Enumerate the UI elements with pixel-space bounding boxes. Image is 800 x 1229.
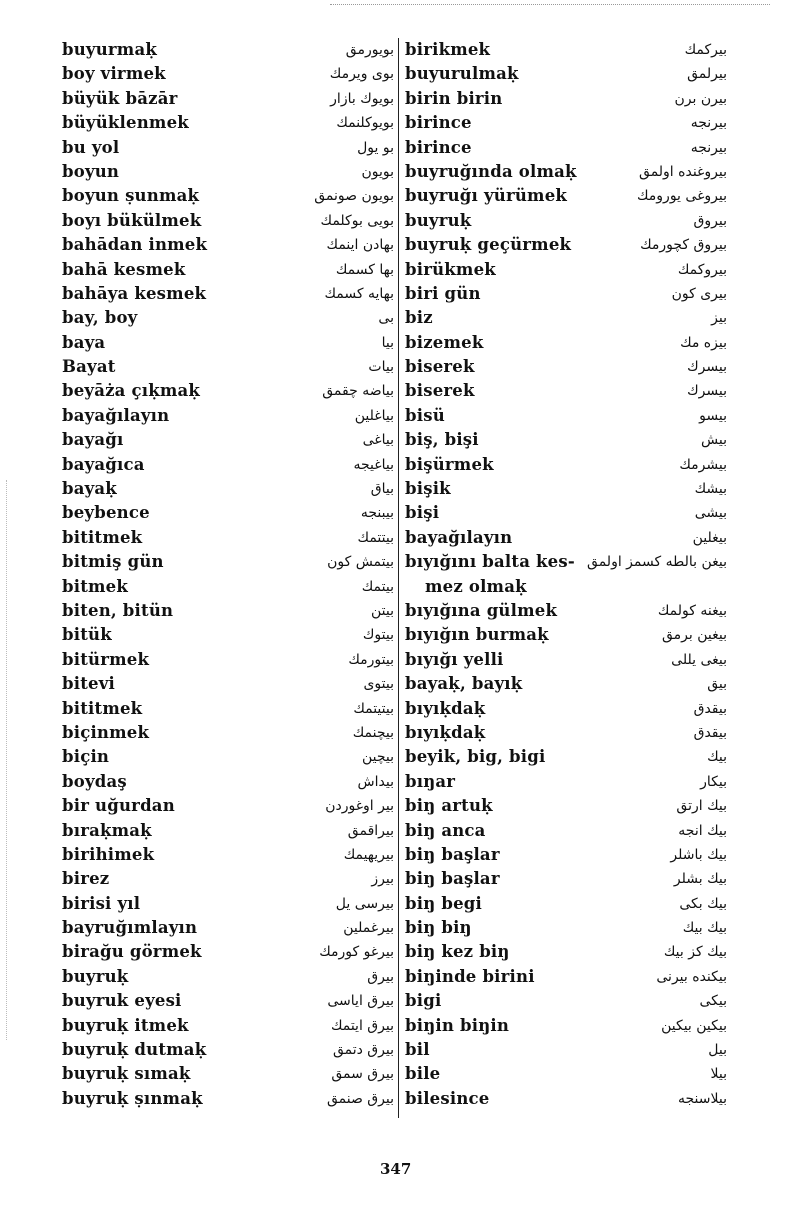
entry-latin-text: bay, boy (62, 308, 138, 328)
entry-latin-text: bayağılayın (405, 527, 513, 547)
entry-ottoman-text: بیشرمك (679, 456, 727, 473)
entry-ottoman-text: بویوكلنمك (336, 115, 394, 132)
entry-latin-text: büyük bāzār (62, 88, 178, 108)
entry-latin-text: bayaḳ, bayıḳ (405, 674, 523, 694)
entry-ottoman-text: بیروكمك (677, 261, 727, 278)
entry-latin-text: biŋ artuḳ (405, 796, 493, 816)
entry-ottoman-text: بیشك (694, 481, 727, 498)
entry-ottoman-text: بیاغی (362, 432, 394, 449)
dictionary-entry (405, 599, 725, 623)
entry-ottoman-text: بیتیتمك (353, 700, 394, 717)
entry-ottoman-text: بیتتمك (357, 529, 394, 546)
dictionary-entry (62, 160, 394, 184)
entry-latin-text: bitürmek (62, 649, 150, 669)
entry-ottoman-text: بیك بیك (682, 920, 727, 937)
entry-ottoman-text: بیچنمك (352, 724, 394, 741)
left-edge-artifact (6, 480, 7, 1040)
entry-latin-text: biŋin biŋin (405, 1015, 510, 1035)
entry-latin-text: birisi yıl (62, 893, 141, 913)
dictionary-entry (405, 355, 725, 379)
dictionary-entry (405, 892, 725, 916)
entry-latin-text: biŋ kez biŋ (405, 942, 510, 962)
entry-latin-text: beyik, big, bigi (405, 747, 546, 767)
dictionary-entry (405, 282, 725, 306)
entry-latin-text: biŋ başlar (405, 844, 500, 864)
entry-ottoman-text: بیرز (371, 871, 394, 888)
entry-ottoman-text: بیك بكی (679, 895, 727, 912)
dictionary-entry (62, 819, 394, 843)
entry-ottoman-text: بوی ویرمك (329, 66, 394, 83)
dictionary-entry (405, 258, 725, 282)
entry-latin-text: büyüklenmek (62, 113, 189, 133)
entry-ottoman-text: بیكی (699, 993, 727, 1010)
entry-latin-text: bilesince (405, 1088, 490, 1108)
entry-ottoman-text: بیك باشلر (670, 846, 727, 863)
entry-ottoman-text: بویوك بازار (330, 90, 394, 107)
dictionary-entry (62, 867, 394, 891)
entry-latin-text: bıyığın burmaḳ (405, 625, 549, 645)
entry-ottoman-text: بیرق ایتمك (330, 1017, 394, 1034)
dictionary-entry (62, 1087, 394, 1111)
entry-ottoman-text: بیشی (694, 505, 727, 522)
dictionary-entry (405, 648, 725, 672)
entry-latin-text: bahāya kesmek (62, 283, 207, 303)
entry-latin-text: bişürmek (405, 454, 494, 474)
dictionary-entry (405, 965, 725, 989)
entry-ottoman-text: بیرق دتمق (332, 1042, 394, 1059)
entry-ottoman-text: بیلا (710, 1066, 727, 1083)
dictionary-entry (405, 672, 725, 696)
entry-latin-text: bisü (405, 405, 445, 425)
dictionary-entry (62, 672, 394, 696)
entry-ottoman-text: بیراقمق (347, 822, 394, 839)
entry-ottoman-text: بیسرك (687, 359, 727, 376)
dictionary-entry (62, 575, 394, 599)
entry-ottoman-text: بیغنه كولمك (657, 603, 727, 619)
entry-latin-text: buyruk eyesi (62, 991, 182, 1011)
entry-ottoman-text: بیكین بیكین (661, 1017, 727, 1034)
entry-ottoman-text: بیرق سمق (331, 1066, 394, 1083)
entry-ottoman-text: بیرن برن (674, 90, 727, 107)
entry-ottoman-text: بیكنده بیرنی (656, 968, 727, 985)
dictionary-entry (405, 989, 725, 1013)
dictionary-entry (62, 453, 394, 477)
entry-ottoman-text: بیریهیمك (343, 846, 394, 863)
dictionary-entry (405, 209, 725, 233)
dictionary-entry (62, 233, 394, 257)
entry-latin-text: biş, bişi (405, 430, 479, 450)
dictionary-entry (62, 989, 394, 1013)
dictionary-entry (405, 87, 725, 111)
entry-ottoman-text: بیسو (699, 407, 727, 424)
entry-latin-text: buyruḳ (62, 966, 129, 986)
entry-latin-text: biŋ başlar (405, 869, 500, 889)
entry-ottoman-text: بویی بوكلمك (320, 212, 394, 229)
left-column (62, 38, 394, 1111)
dictionary-entry (405, 184, 725, 208)
entry-ottoman-text: بیبنجه (360, 505, 394, 522)
entry-latin-text: birince (405, 137, 472, 157)
dictionary-entry (405, 38, 725, 62)
entry-latin-text: bahā kesmek (62, 259, 186, 279)
entry-latin-text: bıyıḳdaḳ (405, 722, 486, 742)
entry-ottoman-text: بیرق ایاسی (327, 993, 394, 1010)
dictionary-entry (62, 648, 394, 672)
entry-latin-text: birin birin (405, 88, 503, 108)
dictionary-entry (405, 1062, 725, 1086)
dictionary-entry (405, 404, 725, 428)
entry-ottoman-text: بیتوی (363, 676, 394, 693)
dictionary-entry (405, 843, 725, 867)
dictionary-entry (62, 1038, 394, 1062)
entry-latin-text: bıraḳmaḳ (62, 820, 152, 840)
entry-latin-text: boyun ṣunmaḳ (62, 186, 200, 206)
entry-latin-text: birükmek (405, 259, 496, 279)
entry-latin-text: biŋ biŋ (405, 918, 472, 938)
entry-ottoman-text: بیری كون (671, 285, 727, 302)
dictionary-entry (62, 526, 394, 550)
dictionary-entry (62, 38, 394, 62)
entry-ottoman-text: بیز (711, 310, 727, 327)
entry-latin-text: bititmek (62, 527, 143, 547)
entry-latin-text: birez (62, 869, 110, 889)
entry-latin-text: biçinmek (62, 722, 150, 742)
entry-latin-text: birihimek (62, 844, 155, 864)
entry-ottoman-text: بیرق صنمق (326, 1090, 394, 1107)
entry-ottoman-text: بیتمش كون (327, 554, 394, 571)
dictionary-entry (62, 282, 394, 306)
top-edge-artifact (330, 4, 770, 5)
entry-latin-text: biŋ anca (405, 820, 486, 840)
entry-latin-text: buyruḳ geçürmek (405, 235, 572, 255)
dictionary-entry (405, 623, 725, 647)
dictionary-entry (405, 331, 725, 355)
entry-ottoman-text: بیزه مك (680, 334, 727, 351)
entry-latin-text: buyruğında olmaḳ (405, 161, 577, 181)
dictionary-entry (405, 160, 725, 184)
entry-ottoman-text: بیش (701, 432, 727, 449)
entry-latin-text: buyruḳ itmek (62, 1015, 189, 1035)
entry-ottoman-text: بیرق (367, 968, 394, 985)
dictionary-entry (62, 623, 394, 647)
entry-ottoman-text: بیغن بالطه كسمز اولمق (587, 554, 727, 571)
entry-ottoman-text: بهادن اینمك (326, 237, 394, 254)
entry-latin-text: biçin (62, 747, 110, 767)
entry-ottoman-text: بیر اوغوردن (325, 798, 394, 815)
dictionary-entry (62, 1062, 394, 1086)
dictionary-entry (62, 892, 394, 916)
dictionary-entry (62, 697, 394, 721)
dictionary-entry (405, 1014, 725, 1038)
entry-ottoman-text: بیقدق (693, 724, 727, 741)
entry-latin-text: buyruḳ (405, 210, 472, 230)
entry-ottoman-text: بیتوك (362, 627, 394, 644)
dictionary-entry (405, 794, 725, 818)
entry-ottoman-text: بیكار (700, 773, 727, 790)
dictionary-entry (62, 62, 394, 86)
entry-latin-text: bayağı (62, 430, 124, 450)
dictionary-entry (62, 136, 394, 160)
entry-latin-text: buyruḳ ṣınmaḳ (62, 1088, 203, 1108)
entry-ottoman-text: بویون صونمق (314, 188, 394, 205)
entry-ottoman-text: بیلاسنجه (678, 1090, 727, 1107)
entry-ottoman-text: بیاغلین (354, 407, 394, 424)
entry-ottoman-text: بها كسمك (335, 261, 394, 278)
dictionary-entry (405, 940, 725, 964)
entry-latin-text: bişik (405, 479, 451, 499)
entry-latin-text: Bayat (62, 357, 116, 377)
dictionary-entry (62, 209, 394, 233)
entry-latin-text: biten, bitün (62, 600, 174, 620)
entry-latin-text: bir uğurdan (62, 796, 175, 816)
entry-latin-text: bayruğımlayın (62, 918, 198, 938)
entry-latin-text: bahādan inmek (62, 235, 208, 255)
dictionary-entry (405, 867, 725, 891)
entry-latin-text: birağu görmek (62, 942, 202, 962)
dictionary-entry (405, 306, 725, 330)
entry-latin-text: bıyığına gülmek (405, 601, 558, 620)
entry-latin-text: biserek (405, 381, 475, 401)
entry-latin-text: buyurulmaḳ (405, 64, 519, 84)
entry-latin-text: bıyıḳdaḳ (405, 698, 486, 718)
dictionary-entry (405, 745, 725, 769)
entry-latin-text: bişi (405, 503, 440, 523)
entry-ottoman-text: بیتمك (361, 578, 394, 595)
dictionary-entry (62, 965, 394, 989)
entry-ottoman-text: بیا (381, 334, 394, 351)
entry-ottoman-text: بیرلمق (687, 66, 727, 83)
dictionary-entry (405, 697, 725, 721)
entry-ottoman-text: بیك (707, 749, 727, 766)
entry-latin-text: boyun (62, 161, 120, 181)
entry-ottoman-text: بیروق كچورمك (640, 237, 727, 254)
entry-latin-text: bayağılayın (62, 405, 170, 425)
entry-ottoman-text: بیچین (361, 749, 394, 766)
dictionary-entry (405, 428, 725, 452)
entry-latin-text: birince (405, 113, 472, 133)
entry-ottoman-text: بویون (361, 163, 394, 180)
dictionary-entry (62, 843, 394, 867)
entry-ottoman-text: بیتن (370, 602, 394, 619)
dictionary-entry (405, 916, 725, 940)
dictionary-entry (405, 111, 725, 135)
entry-latin-text: buyruḳ sımaḳ (62, 1064, 191, 1084)
dictionary-entry (62, 916, 394, 940)
entry-ottoman-text: بیسرك (687, 383, 727, 400)
entry-ottoman-text: بیاق (370, 481, 394, 498)
entry-latin-text: beyāża çıḳmaḳ (62, 381, 201, 401)
entry-latin-text: bititmek (62, 698, 143, 718)
entry-latin-text: bile (405, 1064, 441, 1084)
entry-latin-text: bıŋar (405, 771, 456, 791)
dictionary-entry (62, 331, 394, 355)
entry-ottoman-text: بیداش (357, 773, 394, 790)
dictionary-entry (405, 550, 725, 599)
entry-latin-text: biŋ begi (405, 893, 482, 913)
entry-latin-text: bıyığı yelli (405, 649, 504, 669)
entry-latin-text: bitevi (62, 674, 115, 694)
entry-ottoman-text: بیك انجه (678, 822, 727, 839)
dictionary-entry (62, 794, 394, 818)
entry-latin-text: bu yol (62, 137, 120, 157)
dictionary-entry (405, 379, 725, 403)
entry-ottoman-text: بیرسی یل (335, 895, 394, 912)
entry-latin-text: bitmiş gün (62, 552, 164, 572)
dictionary-entry (62, 111, 394, 135)
entry-ottoman-text: بیرغملین (343, 920, 394, 937)
dictionary-entry (405, 1038, 725, 1062)
entry-latin-text: biri gün (405, 283, 481, 303)
dictionary-entry (62, 184, 394, 208)
entry-latin-text: beybence (62, 503, 150, 523)
dictionary-entry (405, 62, 725, 86)
dictionary-entry (62, 428, 394, 452)
dictionary-entry (62, 1014, 394, 1038)
entry-latin-text: biŋinde birini (405, 966, 535, 986)
entry-latin-text: bıyığını balta kes- mez olmaḳ (405, 552, 575, 596)
entry-latin-text: boydaş (62, 771, 127, 791)
entry-ottoman-text: بیروغنده اولمق (639, 163, 727, 180)
dictionary-entry (62, 550, 394, 574)
dictionary-entry (62, 770, 394, 794)
entry-ottoman-text: بیق (707, 676, 727, 693)
dictionary-entry (405, 721, 725, 745)
entry-ottoman-text: بیرنجه (690, 139, 727, 156)
entry-ottoman-text: بیات (368, 359, 394, 376)
entry-ottoman-text: بیاضه چقمق (322, 383, 394, 400)
entry-latin-text: bayaḳ (62, 479, 117, 499)
entry-latin-text: boy virmek (62, 64, 166, 84)
entry-ottoman-text: بیغلین (692, 529, 727, 546)
entry-latin-text: buyurmaḳ (62, 40, 157, 59)
entry-ottoman-text: بیل (708, 1042, 727, 1059)
entry-latin-text: bigi (405, 991, 442, 1011)
entry-ottoman-text: بیروق (693, 212, 727, 229)
dictionary-entry (62, 355, 394, 379)
entry-latin-text: bizemek (405, 332, 484, 352)
entry-latin-text: bitmek (62, 576, 129, 596)
entry-ottoman-text: بو یول (357, 139, 394, 156)
entry-ottoman-text: بیقدق (693, 700, 727, 717)
dictionary-entry (62, 745, 394, 769)
entry-ottoman-text: بیتورمك (348, 651, 394, 668)
dictionary-entry (405, 770, 725, 794)
entry-latin-text: buyruğı yürümek (405, 186, 568, 206)
entry-ottoman-text: بیغی یللی (671, 651, 727, 668)
entry-latin-text: bayağıca (62, 454, 145, 474)
dictionary-entry (62, 258, 394, 282)
entry-ottoman-text: بویورمق (345, 42, 394, 58)
entry-ottoman-text: بیاغیجه (353, 456, 394, 473)
entry-ottoman-text: بیرغو كورمك (319, 944, 394, 961)
entry-latin-text: buyruḳ dutmaḳ (62, 1040, 207, 1060)
dictionary-entry (62, 599, 394, 623)
entry-ottoman-text: بهایه كسمك (324, 285, 394, 302)
entry-ottoman-text: بیركمك (684, 42, 727, 58)
entry-ottoman-text: بیرنجه (690, 115, 727, 132)
dictionary-entry (405, 1087, 725, 1111)
entry-ottoman-text: بیك كز بیك (663, 944, 727, 961)
dictionary-entry (405, 477, 725, 501)
entry-latin-text: biserek (405, 357, 475, 377)
dictionary-entry (62, 306, 394, 330)
dictionary-entry (62, 379, 394, 403)
entry-ottoman-text: بیك ارتق (676, 798, 727, 815)
entry-latin-text: boyı bükülmek (62, 210, 202, 230)
dictionary-entry (405, 233, 725, 257)
dictionary-entry (62, 477, 394, 501)
entry-ottoman-text: بیروغی یورومك (637, 188, 727, 205)
column-divider (398, 38, 399, 1118)
dictionary-entry (405, 501, 725, 525)
dictionary-entry (62, 501, 394, 525)
dictionary-entry (62, 87, 394, 111)
page-number: 347 (380, 1160, 412, 1178)
dictionary-entry (62, 721, 394, 745)
entry-latin-text: baya (62, 332, 106, 352)
entry-latin-text: birikmek (405, 40, 491, 59)
dictionary-entry (405, 819, 725, 843)
entry-latin-text: bitük (62, 625, 112, 645)
entry-ottoman-text: بی (378, 310, 394, 327)
entry-latin-text: biz (405, 308, 433, 328)
dictionary-entry (405, 526, 725, 550)
entry-ottoman-text: بیك بشلر (673, 871, 727, 888)
entry-latin-text: bil (405, 1040, 430, 1060)
dictionary-entry (405, 136, 725, 160)
dictionary-entry (62, 940, 394, 964)
dictionary-entry (405, 453, 725, 477)
entry-ottoman-text: بیغین برمق (661, 627, 727, 644)
right-column (405, 38, 725, 1111)
dictionary-entry (62, 404, 394, 428)
